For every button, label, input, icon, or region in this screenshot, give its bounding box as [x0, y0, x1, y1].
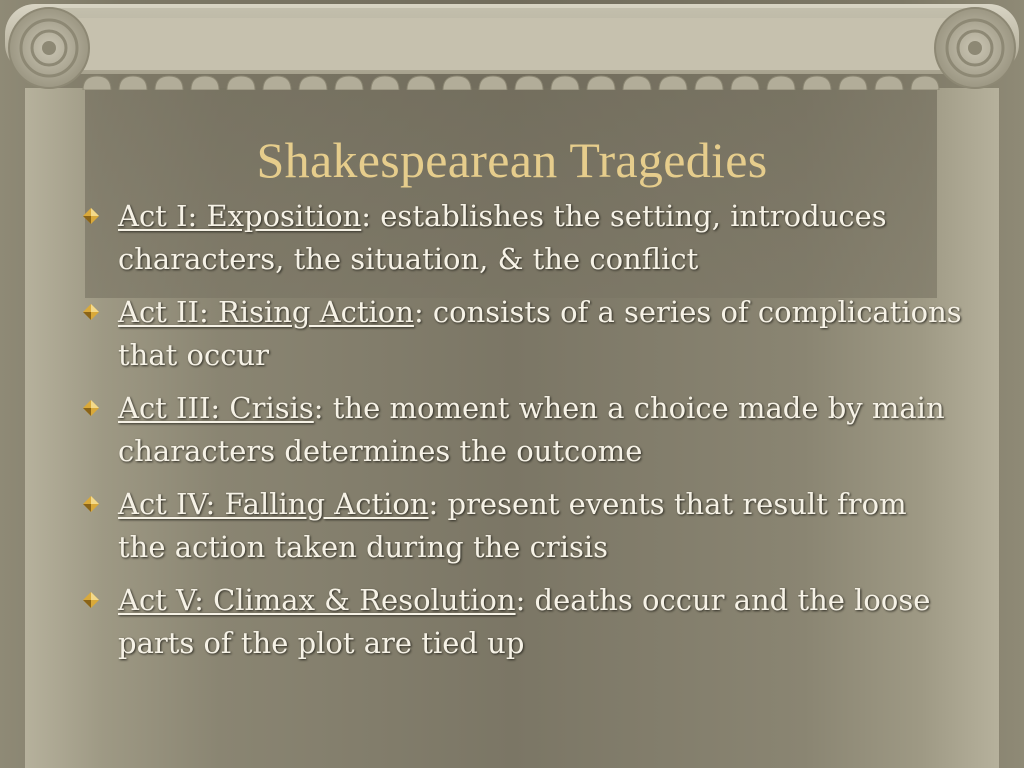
egg-and-dart-row — [83, 76, 939, 90]
right-volute-scroll — [935, 8, 1015, 88]
list-item — [82, 291, 962, 377]
list-item — [82, 483, 962, 569]
list-item — [82, 579, 962, 665]
ionic-capital-decoration — [5, 4, 1019, 90]
act-term: Act IV: Falling Action — [118, 487, 429, 521]
act-term: Act III: Crisis — [118, 391, 314, 425]
act-term: Act II: Rising Action — [118, 295, 414, 329]
left-volute-scroll — [9, 8, 89, 88]
diamond-bullet-icon — [82, 207, 100, 225]
diamond-bullet-icon — [82, 399, 100, 417]
list-item — [82, 195, 962, 281]
act-description: : deaths occur and the loose parts of the plot are tied up — [118, 583, 931, 660]
act-description: : the moment when a choice made by main characters determines the outcome — [118, 391, 945, 468]
act-description: : present events that result from the action taken during the crisis — [118, 487, 907, 564]
list-item — [82, 387, 962, 473]
diamond-bullet-icon — [82, 495, 100, 513]
act-term: Act I: Exposition — [118, 199, 362, 233]
diamond-bullet-icon — [82, 303, 100, 321]
bullet-list — [82, 195, 962, 675]
act-description: : consists of a series of complications that occur — [118, 295, 962, 372]
diamond-bullet-icon — [82, 591, 100, 609]
slide-title: Shakespearean Tragedies — [256, 132, 768, 188]
act-term: Act V: Climax & Resolution — [118, 583, 516, 617]
act-description: : establishes the setting, introduces characters, the situation, & the conflict — [118, 199, 887, 276]
